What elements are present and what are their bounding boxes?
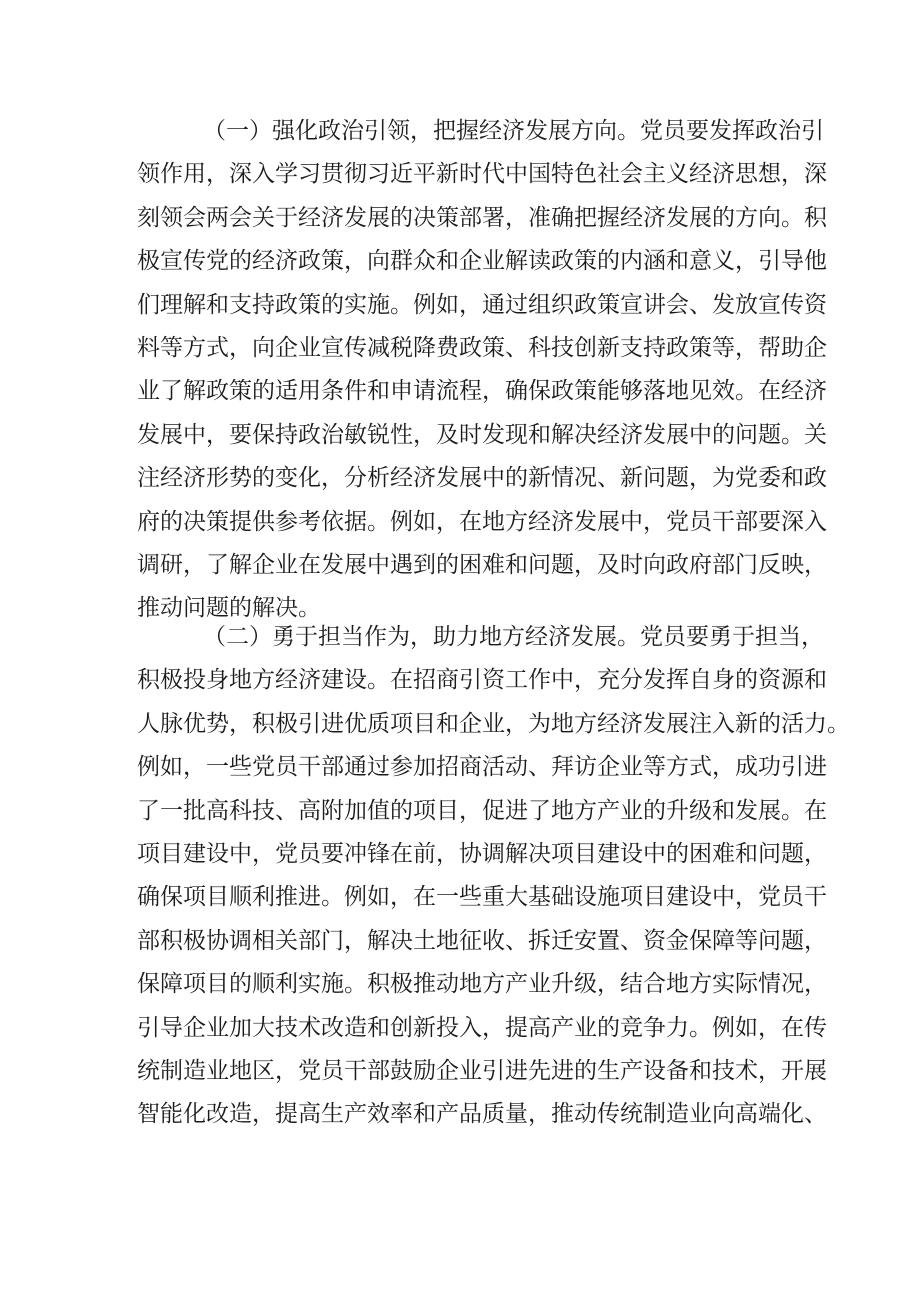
text-line: 保障项目的顺利实施。积极推动地方产业升级，结合地方实际情况， xyxy=(137,971,827,998)
text-line: 府的决策提供参考依据。例如，在地方经济发展中，党员干部要深入 xyxy=(137,508,827,535)
text-line: 确保项目顺利推进。例如，在一些重大基础设施项目建设中，党员干 xyxy=(137,884,827,911)
text-line: 引导企业加大技术改造和创新投入，提高产业的竞争力。例如，在传 xyxy=(137,1014,827,1041)
text-line: 们理解和支持政策的实施。例如，通过组织政策宣讲会、发放宣传资 xyxy=(137,291,827,318)
text-line: （二）勇于担当作为，助力地方经济发展。党员要勇于担当， xyxy=(203,624,824,650)
text-line: 推动问题的解决。 xyxy=(137,595,321,622)
text-line: 部积极协调相关部门，解决土地征收、拆迁安置、资金保障等问题， xyxy=(137,927,827,954)
text-line: 料等方式，向企业宣传减税降费政策、科技创新支持政策等，帮助企 xyxy=(137,334,827,361)
paragraph-strengthen-political-leadership xyxy=(137,110,827,631)
text-line: 智能化改造，提高生产效率和产品质量，推动传统制造业向高端化、 xyxy=(137,1101,827,1128)
text-line: 项目建设中，党员要冲锋在前，协调解决项目建设中的困难和问题， xyxy=(137,840,827,867)
text-line: 领作用，深入学习贯彻习近平新时代中国特色社会主义经济思想，深 xyxy=(137,161,827,188)
text-line: 了一批高科技、高附加值的项目，促进了地方产业的升级和发展。在 xyxy=(137,797,827,824)
text-line: 统制造业地区，党员干部鼓励企业引进先进的生产设备和技术，开展 xyxy=(137,1057,827,1084)
text-line: 刻领会两会关于经济发展的决策部署，准确把握经济发展的方向。积 xyxy=(137,204,827,231)
text-line: 调研，了解企业在发展中遇到的困难和问题，及时向政府部门反映， xyxy=(137,551,827,578)
text-line: 人脉优势，积极引进优质项目和企业，为地方经济发展注入新的活力。 xyxy=(137,710,850,737)
text-line: 发展中，要保持政治敏锐性，及时发现和解决经济发展中的问题。关 xyxy=(137,421,827,448)
text-line: （一）强化政治引领，把握经济发展方向。党员要发挥政治引 xyxy=(203,118,824,144)
text-line: 注经济形势的变化，分析经济发展中的新情况、新问题，为党委和政 xyxy=(137,465,827,492)
text-line: 例如，一些党员干部通过参加招商活动、拜访企业等方式，成功引进 xyxy=(137,754,827,781)
paragraph-take-responsibility xyxy=(137,616,850,1137)
text-line: 积极投身地方经济建设。在招商引资工作中，充分发挥自身的资源和 xyxy=(137,667,827,694)
text-line: 极宣传党的经济政策，向群众和企业解读政策的内涵和意义，引导他 xyxy=(137,248,827,275)
text-line: 业了解政策的适用条件和申请流程，确保政策能够落地见效。在经济 xyxy=(137,378,827,405)
